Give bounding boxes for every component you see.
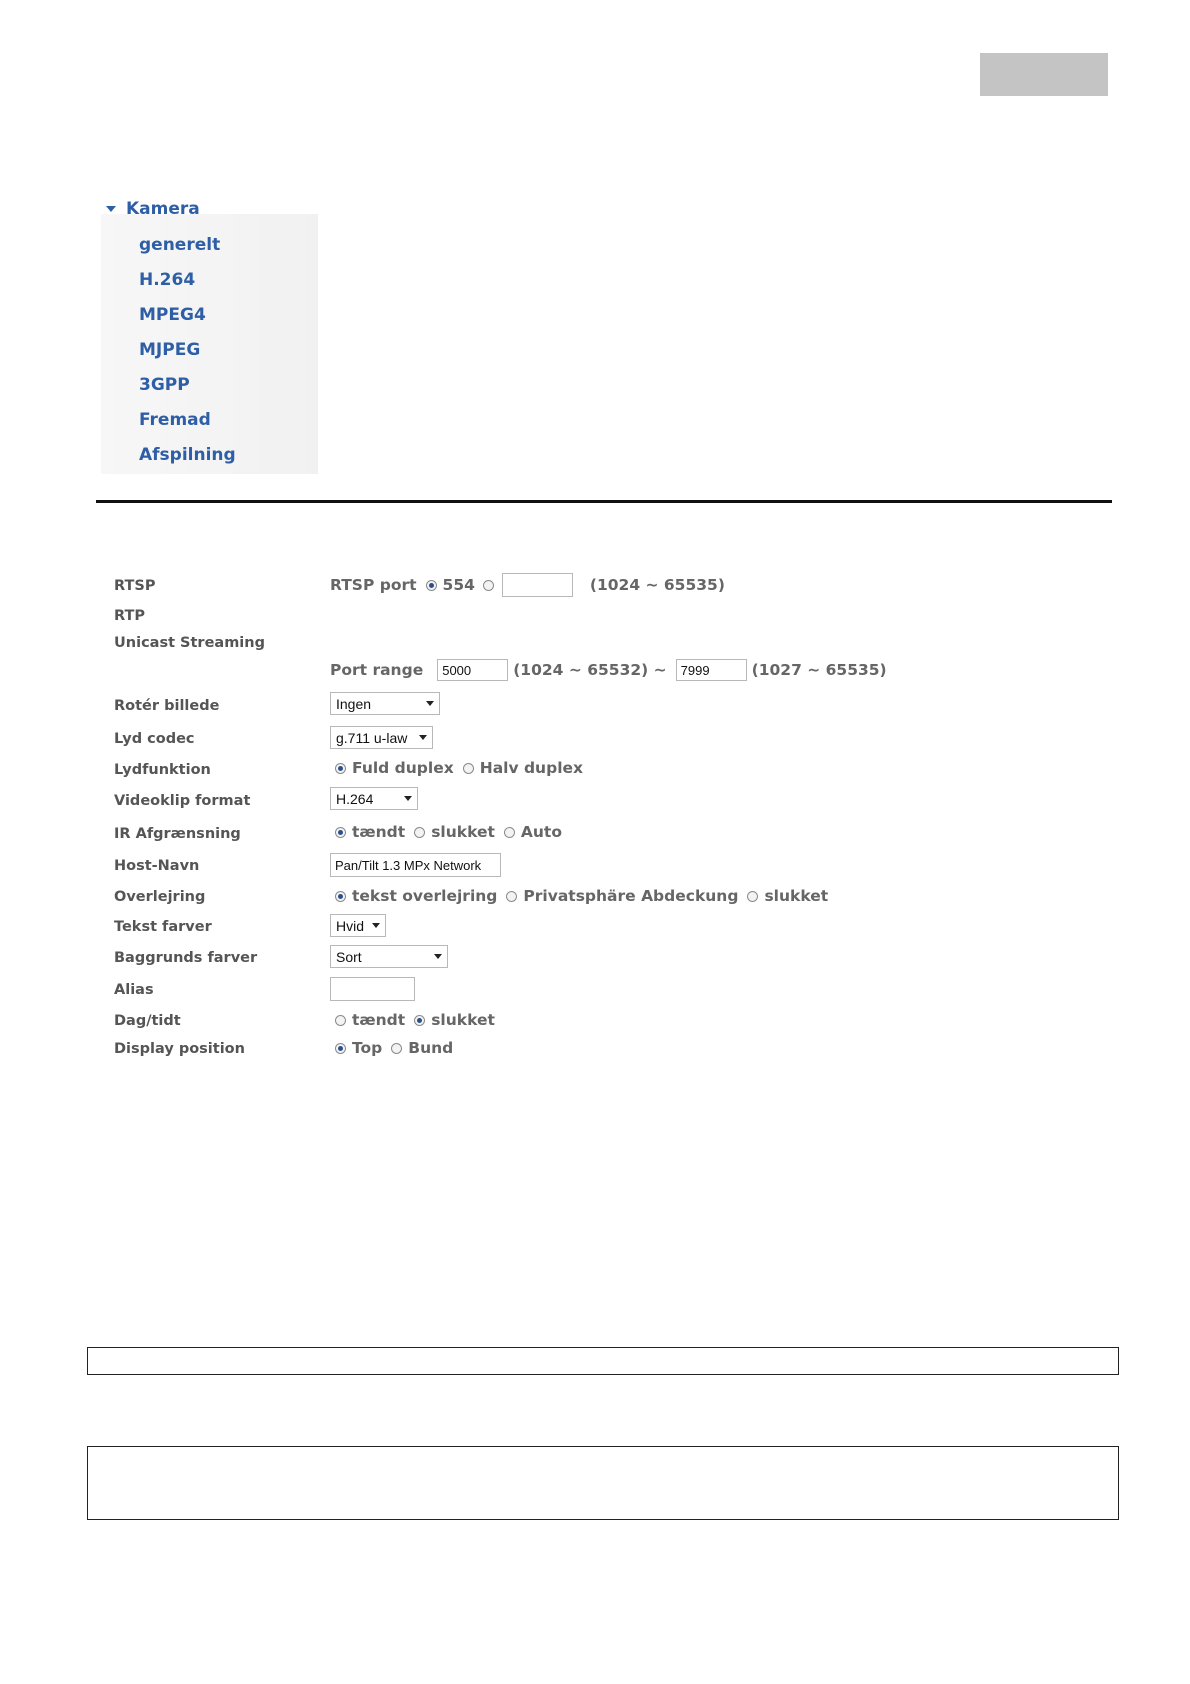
menu-item-3gpp[interactable]: 3GPP bbox=[139, 375, 190, 395]
host-name-input[interactable]: Pan/Tilt 1.3 MPx Network bbox=[330, 853, 501, 877]
audio-mode-row bbox=[330, 759, 583, 777]
overlay-privacy-radio[interactable] bbox=[506, 891, 517, 902]
clip-format-row bbox=[330, 787, 418, 810]
audio-codec-row bbox=[330, 726, 433, 749]
chevron-down-icon bbox=[426, 701, 434, 706]
overlay-text-label: tekst overlejring bbox=[352, 887, 498, 905]
menu-header-label: Kamera bbox=[126, 199, 200, 219]
audio-full-duplex-radio[interactable] bbox=[335, 763, 346, 774]
overlay-label: Overlejring bbox=[114, 889, 206, 905]
port-range-start-input[interactable]: 5000 bbox=[437, 659, 508, 681]
port-range-row bbox=[330, 659, 887, 681]
alias-label: Alias bbox=[114, 982, 154, 998]
ir-cut-label: IR Afgrænsning bbox=[114, 826, 241, 842]
rotate-select[interactable] bbox=[330, 692, 440, 715]
rtsp-port-input[interactable] bbox=[502, 573, 573, 597]
menu-item-generelt[interactable]: generelt bbox=[139, 235, 221, 255]
rotate-select-value: Ingen bbox=[336, 695, 372, 712]
rotate-row bbox=[330, 692, 440, 715]
caret-down-icon bbox=[106, 206, 116, 212]
rtsp-port-label: RTSP port bbox=[330, 576, 417, 594]
ir-cut-row bbox=[330, 823, 562, 841]
display-position-row bbox=[330, 1039, 453, 1057]
ir-auto-radio[interactable] bbox=[504, 827, 515, 838]
host-name-row bbox=[330, 853, 501, 877]
port-range-label: Port range bbox=[330, 661, 424, 679]
audio-full-duplex-label: Fuld duplex bbox=[352, 759, 454, 777]
ir-off-label: slukket bbox=[431, 823, 495, 841]
rtsp-port-range: (1024 ~ 65535) bbox=[589, 576, 725, 594]
ir-on-radio[interactable] bbox=[335, 827, 346, 838]
overlay-off-radio[interactable] bbox=[747, 891, 758, 902]
audio-half-duplex-radio[interactable] bbox=[463, 763, 474, 774]
audio-mode-label: Lydfunktion bbox=[114, 762, 211, 778]
overlay-row bbox=[330, 887, 828, 905]
datetime-on-label: tændt bbox=[352, 1011, 406, 1029]
camera-menu bbox=[101, 196, 318, 474]
menu-header-kamera[interactable] bbox=[106, 199, 200, 219]
host-name-label: Host-Navn bbox=[114, 858, 200, 874]
alias-row bbox=[330, 977, 415, 1001]
rotate-label: Rotér billede bbox=[114, 698, 220, 714]
port-range-end-hint: (1027 ~ 65535) bbox=[751, 661, 887, 679]
display-top-radio[interactable] bbox=[335, 1043, 346, 1054]
display-bottom-label: Bund bbox=[408, 1039, 454, 1057]
display-position-label: Display position bbox=[114, 1041, 245, 1057]
rtsp-port-custom-radio[interactable] bbox=[483, 580, 494, 591]
rtsp-port-default-radio[interactable] bbox=[426, 580, 437, 591]
header-gray-block bbox=[980, 53, 1108, 96]
menu-item-afspilning[interactable]: Afspilning bbox=[139, 445, 236, 465]
rtp-label: RTP bbox=[114, 608, 146, 624]
datetime-row bbox=[330, 1011, 495, 1029]
ir-on-label: tændt bbox=[352, 823, 406, 841]
background-color-select-value: Sort bbox=[336, 948, 362, 965]
audio-codec-select[interactable] bbox=[330, 726, 433, 749]
menu-item-mpeg4[interactable]: MPEG4 bbox=[139, 305, 206, 325]
chevron-down-icon bbox=[404, 796, 412, 801]
clip-format-select-value: H.264 bbox=[336, 790, 374, 807]
alias-input[interactable] bbox=[330, 977, 415, 1001]
menu-item-h264[interactable]: H.264 bbox=[139, 270, 196, 290]
port-range-start-hint: (1024 ~ 65532) ~ bbox=[513, 661, 667, 679]
text-color-label: Tekst farver bbox=[114, 919, 212, 935]
background-color-row bbox=[330, 945, 448, 968]
text-color-select[interactable] bbox=[330, 914, 386, 937]
chevron-down-icon bbox=[419, 735, 427, 740]
port-range-end-input[interactable]: 7999 bbox=[676, 659, 747, 681]
section-divider bbox=[96, 500, 1112, 503]
unicast-streaming-label: Unicast Streaming bbox=[114, 635, 265, 651]
audio-codec-select-value: g.711 u-law bbox=[336, 729, 408, 746]
empty-bordered-box-large bbox=[87, 1446, 1119, 1520]
menu-item-fremad[interactable]: Fremad bbox=[139, 410, 211, 430]
menu-item-mjpeg[interactable]: MJPEG bbox=[139, 340, 201, 360]
datetime-off-label: slukket bbox=[431, 1011, 495, 1029]
display-top-label: Top bbox=[352, 1039, 383, 1057]
empty-bordered-box-small bbox=[87, 1347, 1119, 1375]
text-color-select-value: Hvid bbox=[336, 917, 365, 934]
overlay-text-radio[interactable] bbox=[335, 891, 346, 902]
rtsp-port-default-value: 554 bbox=[442, 576, 475, 594]
chevron-down-icon bbox=[372, 923, 380, 928]
display-bottom-radio[interactable] bbox=[391, 1043, 402, 1054]
ir-off-radio[interactable] bbox=[414, 827, 425, 838]
clip-format-label: Videoklip format bbox=[114, 793, 251, 809]
background-color-label: Baggrunds farver bbox=[114, 950, 258, 966]
chevron-down-icon bbox=[434, 954, 442, 959]
rtsp-label: RTSP bbox=[114, 578, 156, 594]
ir-auto-label: Auto bbox=[520, 823, 562, 841]
datetime-on-radio[interactable] bbox=[335, 1015, 346, 1026]
background-color-select[interactable] bbox=[330, 945, 448, 968]
audio-codec-label: Lyd codec bbox=[114, 731, 195, 747]
clip-format-select[interactable] bbox=[330, 787, 418, 810]
datetime-label: Dag/tidt bbox=[114, 1013, 181, 1029]
overlay-privacy-label: Privatsphäre Abdeckung bbox=[523, 887, 739, 905]
audio-half-duplex-label: Halv duplex bbox=[479, 759, 584, 777]
datetime-off-radio[interactable] bbox=[414, 1015, 425, 1026]
overlay-off-label: slukket bbox=[764, 887, 829, 905]
text-color-row bbox=[330, 914, 386, 937]
rtsp-port-row bbox=[330, 573, 725, 597]
